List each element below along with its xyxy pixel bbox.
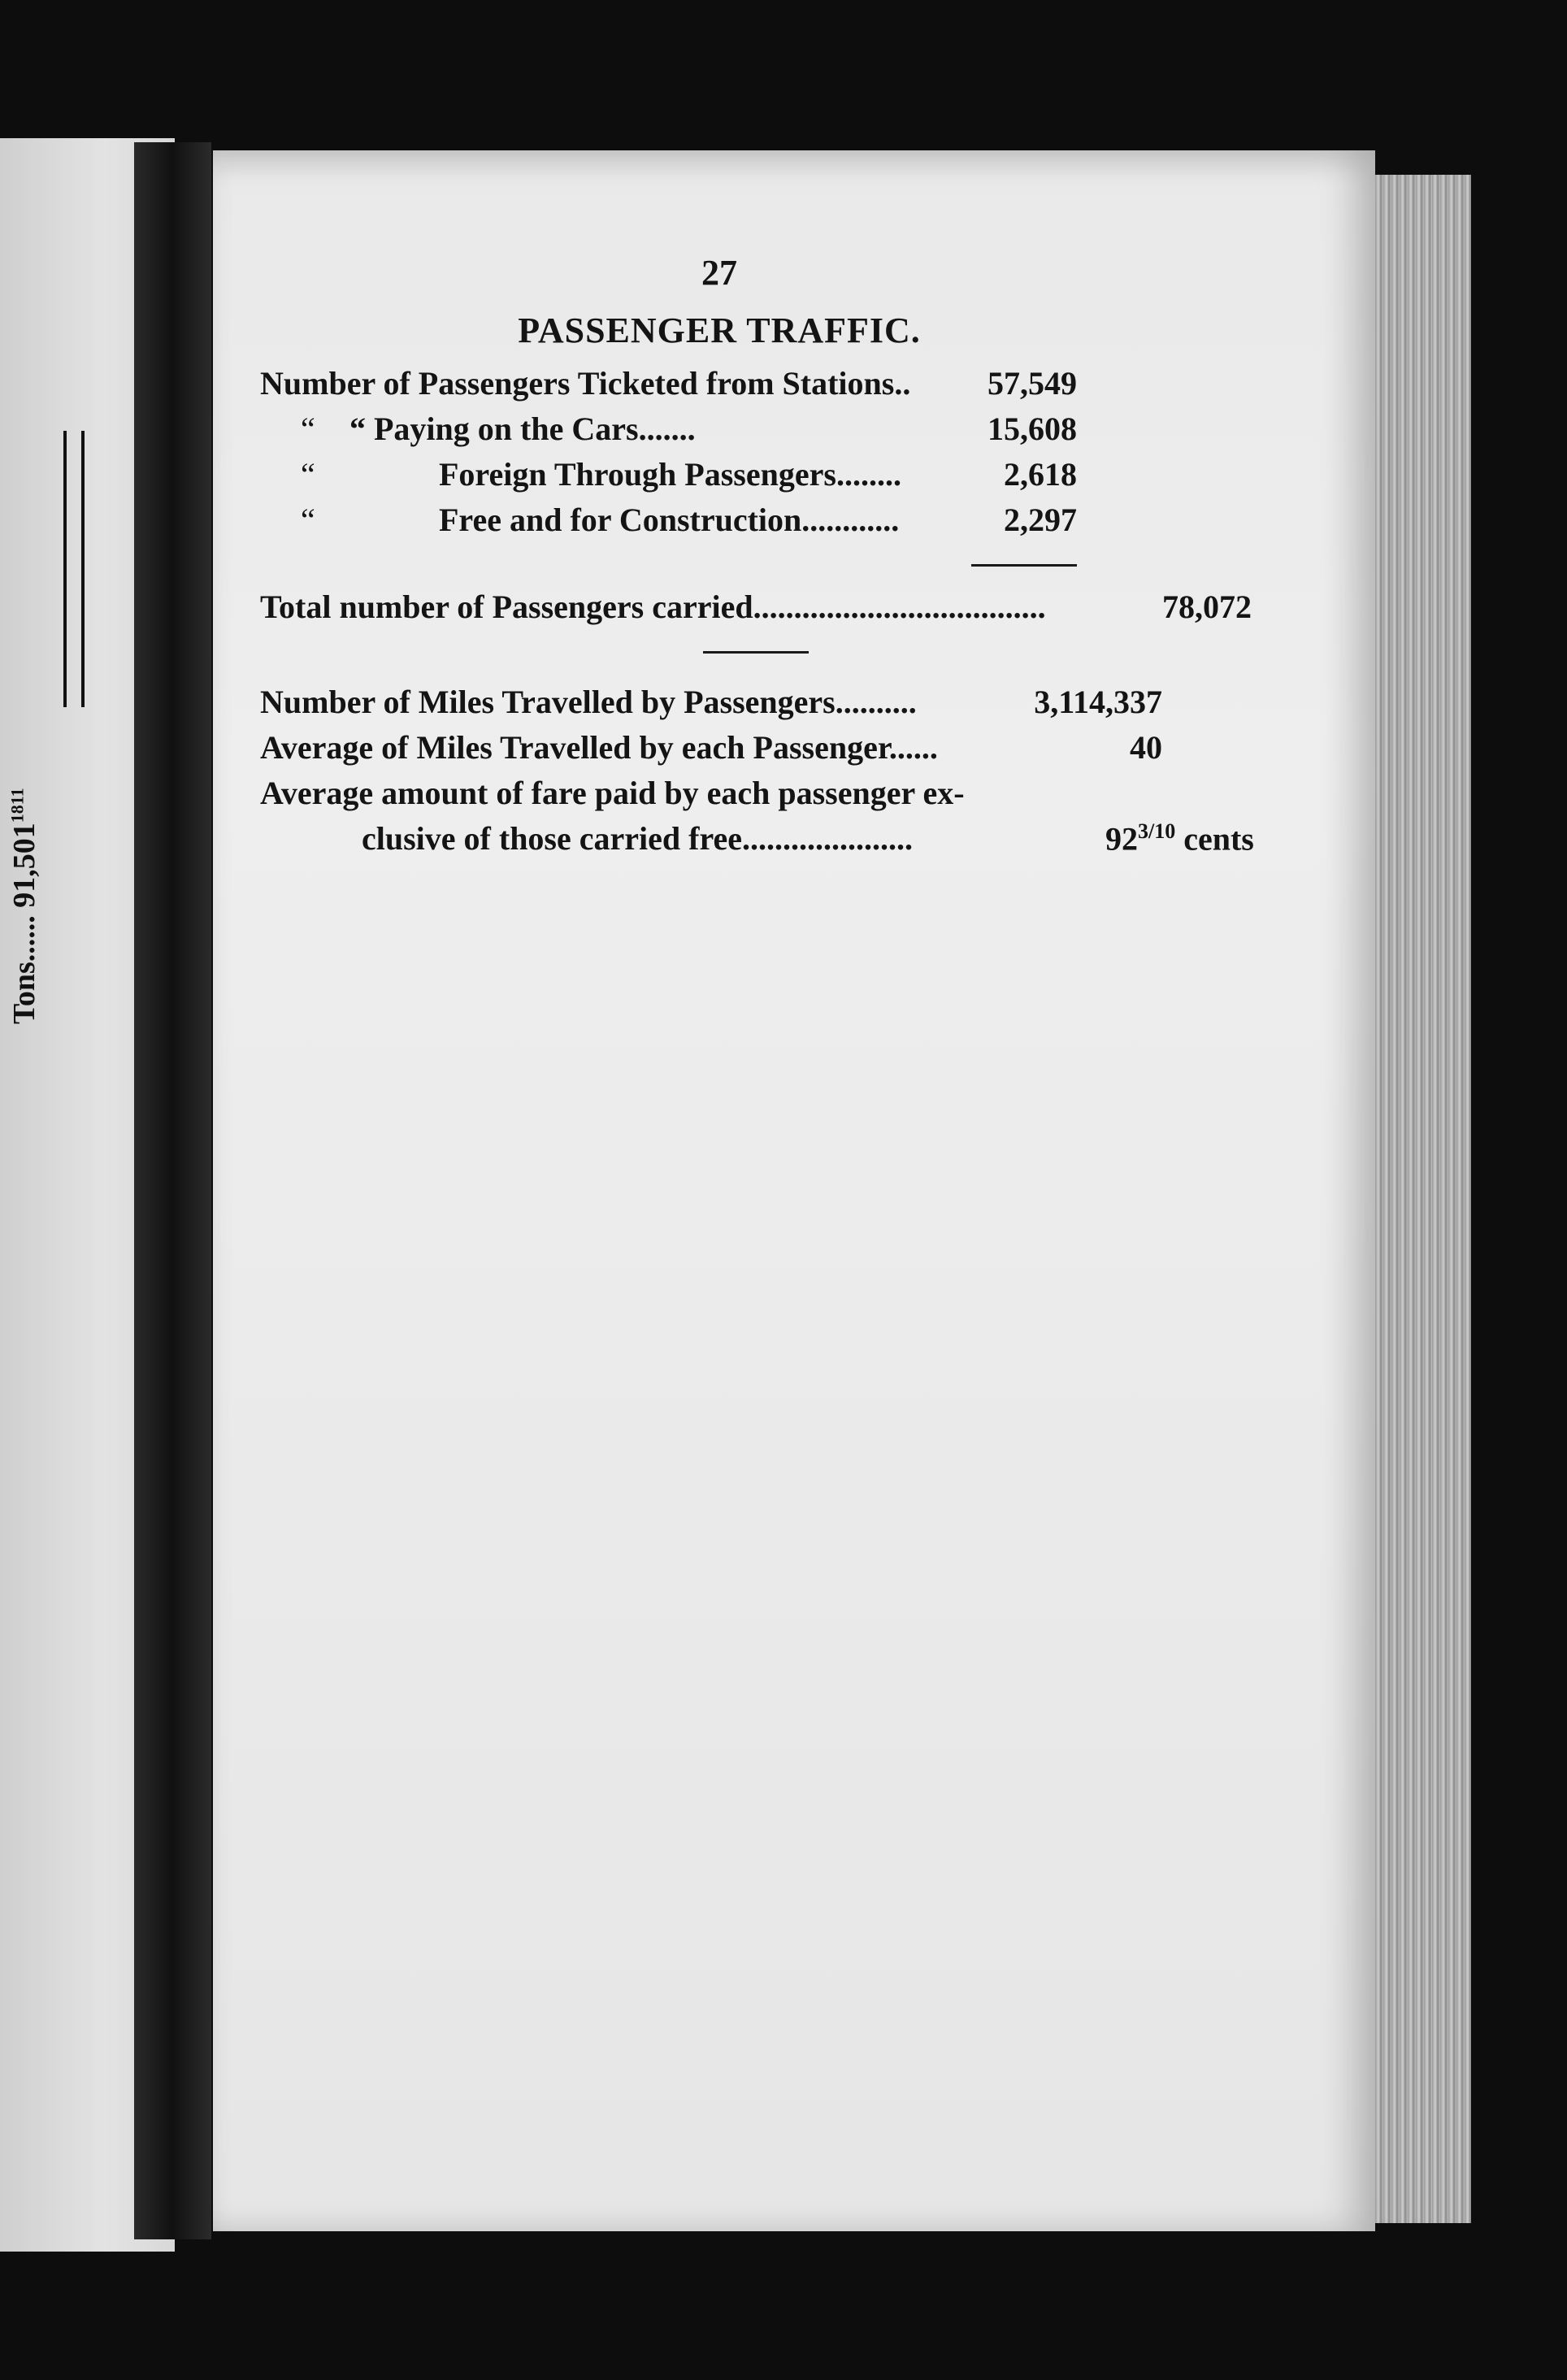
row-value: 57,549 <box>988 365 1077 402</box>
table-row <box>260 683 1162 728</box>
fare-value <box>1105 819 1252 858</box>
ditto-mark: “ <box>301 410 315 447</box>
table-row <box>260 455 1077 501</box>
table-row <box>260 501 1077 546</box>
page-content <box>260 252 1292 865</box>
side-tons-text <box>7 520 55 1024</box>
row-value: 15,608 <box>988 410 1077 447</box>
fare-number: 92 <box>1105 820 1138 858</box>
total-value: 78,072 <box>1162 588 1252 625</box>
row-label: Foreign Through Passengers........ <box>439 456 901 493</box>
fare-text-1: Average amount of fare paid by each passenger ex- <box>260 775 965 811</box>
row-label: Average of Miles Travelled by each Passenger...... <box>260 729 938 766</box>
row-value: 2,297 <box>1004 502 1077 538</box>
ticket-table <box>260 364 1292 546</box>
row-label: Number of Miles Travelled by Passengers.......... <box>260 684 917 720</box>
section-rule <box>703 651 809 654</box>
fare-line-1 <box>260 774 1162 819</box>
fare-unit: cents <box>1183 820 1254 858</box>
ditto-mark: “ <box>301 502 315 538</box>
row-value: 2,618 <box>1004 456 1077 493</box>
ditto-mark: “ <box>301 456 315 493</box>
row-value: 3,114,337 <box>1034 684 1162 720</box>
row-label: “ Paying on the Cars....... <box>349 410 696 447</box>
page-number: 27 <box>701 253 737 293</box>
table-row <box>260 364 1077 410</box>
page-edges <box>1375 175 1471 2223</box>
row-label: Free and for Construction............ <box>439 502 900 538</box>
side-sup: 1811 <box>7 788 28 823</box>
fare-text-2: clusive of those carried free..................... <box>362 820 913 858</box>
miles-table <box>260 683 1292 865</box>
row-label: Number of Passengers Ticketed from Stations.. <box>260 365 911 402</box>
binding-gutter <box>134 142 211 2239</box>
total-label: Total number of Passengers carried.................................... <box>260 588 1046 625</box>
fare-fraction: 3/10 <box>1138 819 1176 843</box>
side-value: 91,501 <box>7 823 41 908</box>
page-title: PASSENGER TRAFFIC. <box>518 311 921 350</box>
row-value: 40 <box>1130 729 1162 766</box>
fare-line-2 <box>260 819 1252 865</box>
table-row <box>260 728 1162 774</box>
sum-rule <box>971 564 1077 567</box>
table-row <box>260 410 1077 455</box>
double-rule <box>63 431 85 707</box>
side-label: Tons...... <box>7 915 41 1024</box>
total-row <box>260 588 1252 633</box>
